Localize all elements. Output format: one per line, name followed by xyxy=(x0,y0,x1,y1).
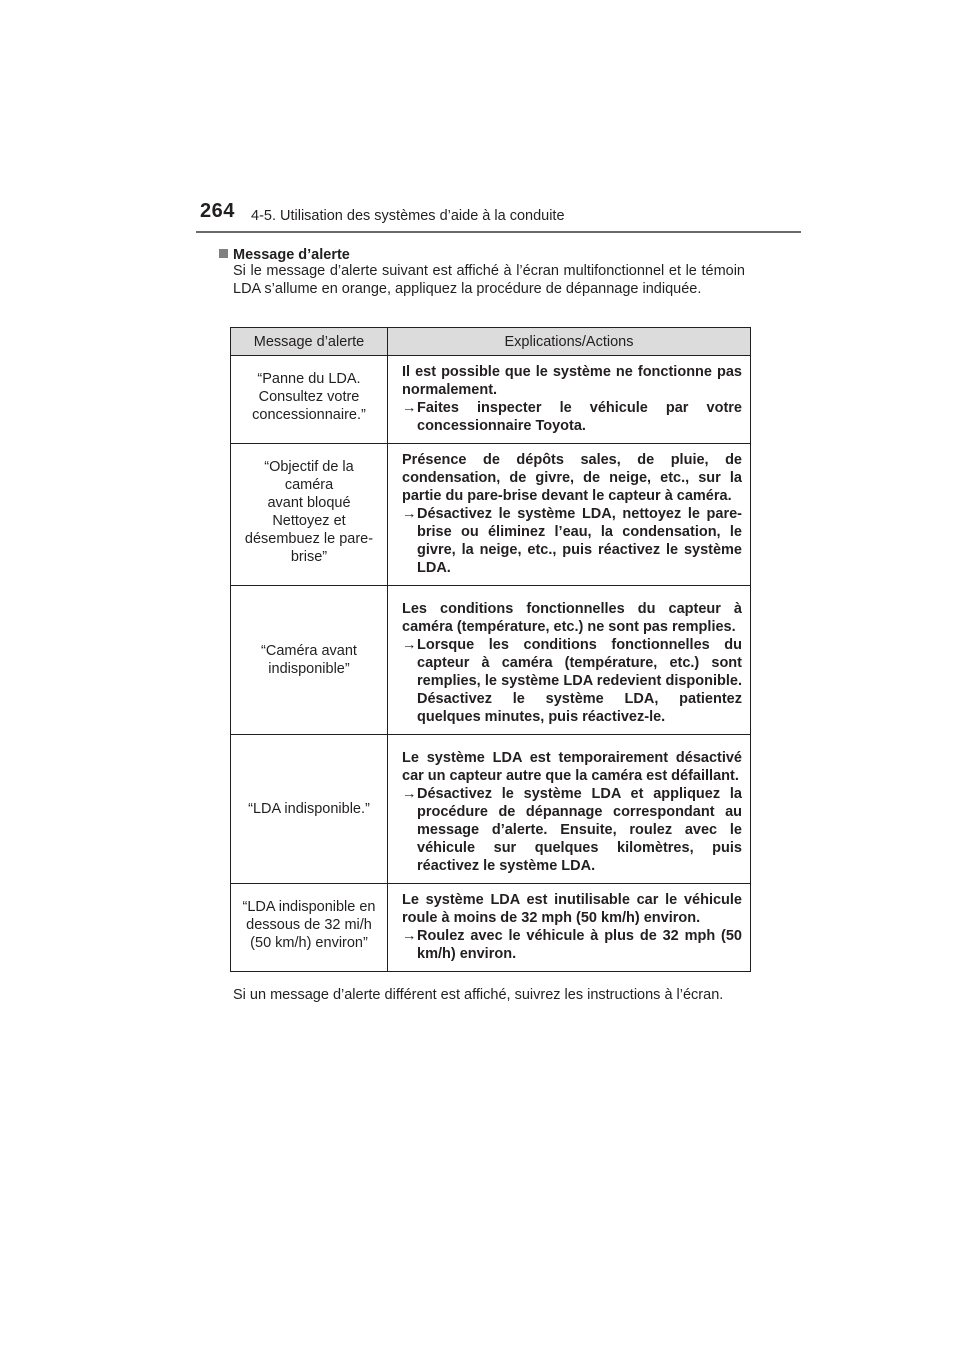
explanation-text: Présence de dépôts sales, de pluie, de condensation, de givre, de neige, etc., sur la partie du pare-brise devant le capteur à caméra. xyxy=(402,452,742,504)
column-header-message: Message d’alerte xyxy=(231,328,388,356)
alert-message-text: “LDA indisponible.” xyxy=(248,801,370,817)
explanation-text: Les conditions fonctionnelles du capteur à caméra (température, etc.) ne sont pas remplies. xyxy=(402,601,742,635)
action-text: Désactivez le système LDA et appliquez la procédure de dépannage correspondant au message d’alerte. Ensuite, roulez avec le véhicule sur quelques kilomètres, puis réactivez le système LDA. xyxy=(417,786,742,874)
page-number: 264 xyxy=(200,200,235,222)
alert-explanation xyxy=(388,735,751,884)
footer-note: Si un message d’alerte différent est affiché, suivrez les instructions à l’écran. xyxy=(233,987,724,1003)
alert-message-text: “Panne du LDA. Consultez votre concessionnaire.” xyxy=(252,371,366,423)
explanation-text: Il est possible que le système ne fonctionne pas normalement. xyxy=(402,364,742,398)
arrow-right-icon: → xyxy=(402,506,417,522)
table-row xyxy=(231,884,751,972)
action-line xyxy=(402,785,742,875)
square-bullet-icon xyxy=(219,249,228,258)
section-heading-text: Message d’alerte xyxy=(233,247,350,263)
alert-message xyxy=(231,735,388,884)
arrow-right-icon: → xyxy=(402,786,417,802)
table-row xyxy=(231,356,751,444)
alert-explanation xyxy=(388,884,751,972)
section-heading xyxy=(219,247,350,263)
alert-message xyxy=(231,586,388,735)
alert-message-text: “Objectif de la caméra avant bloqué Nettoyez et désembuez le pare- brise” xyxy=(244,459,374,565)
alert-message xyxy=(231,356,388,444)
action-line xyxy=(402,399,742,435)
action-line xyxy=(402,505,742,577)
action-text: Roulez avec le véhicule à plus de 32 mph (50 km/h) environ. xyxy=(417,928,742,962)
page-header xyxy=(196,196,801,234)
action-text: Lorsque les conditions fonctionnelles du capteur à caméra (température, etc.) sont remplies, le système LDA redevient disponible. Désactivez le système LDA, patientez quelques minutes, puis réactivez-le. xyxy=(417,637,742,725)
table-header-row xyxy=(231,328,751,356)
alert-message-text: “Caméra avant indisponible” xyxy=(261,643,357,677)
arrow-right-icon: → xyxy=(402,637,417,653)
alert-message xyxy=(231,444,388,586)
alert-explanation xyxy=(388,586,751,735)
column-header-actions: Explications/Actions xyxy=(388,328,751,356)
alert-message-text: “LDA indisponible en dessous de 32 mi/h (50 km/h) environ” xyxy=(242,899,376,951)
alert-explanation xyxy=(388,356,751,444)
table-row xyxy=(231,444,751,586)
action-line xyxy=(402,636,742,726)
intro-paragraph: Si le message d’alerte suivant est affiché à l’écran multifonctionnel et le témoin LDA s’allume en orange, appliquez la procédure de dépannage indiquée. xyxy=(233,263,745,297)
table-row xyxy=(231,586,751,735)
arrow-right-icon: → xyxy=(402,928,417,944)
section-title: 4-5. Utilisation des systèmes d’aide à la conduite xyxy=(251,208,565,224)
action-text: Faites inspecter le véhicule par votre concessionnaire Toyota. xyxy=(417,400,742,434)
warning-message-table xyxy=(230,327,751,972)
explanation-text: Le système LDA est temporairement désactivé car un capteur autre que la caméra est défaillant. xyxy=(402,750,742,784)
alert-explanation xyxy=(388,444,751,586)
arrow-right-icon: → xyxy=(402,400,417,416)
alert-message xyxy=(231,884,388,972)
explanation-text: Le système LDA est inutilisable car le véhicule roule à moins de 32 mph (50 km/h) environ. xyxy=(402,892,742,926)
action-text: Désactivez le système LDA, nettoyez le pare-brise ou éliminez l’eau, la condensation, le givre, la neige, etc., puis réactivez le système LDA. xyxy=(417,506,742,576)
header-rule xyxy=(196,231,801,233)
table-row xyxy=(231,735,751,884)
action-line xyxy=(402,927,742,963)
